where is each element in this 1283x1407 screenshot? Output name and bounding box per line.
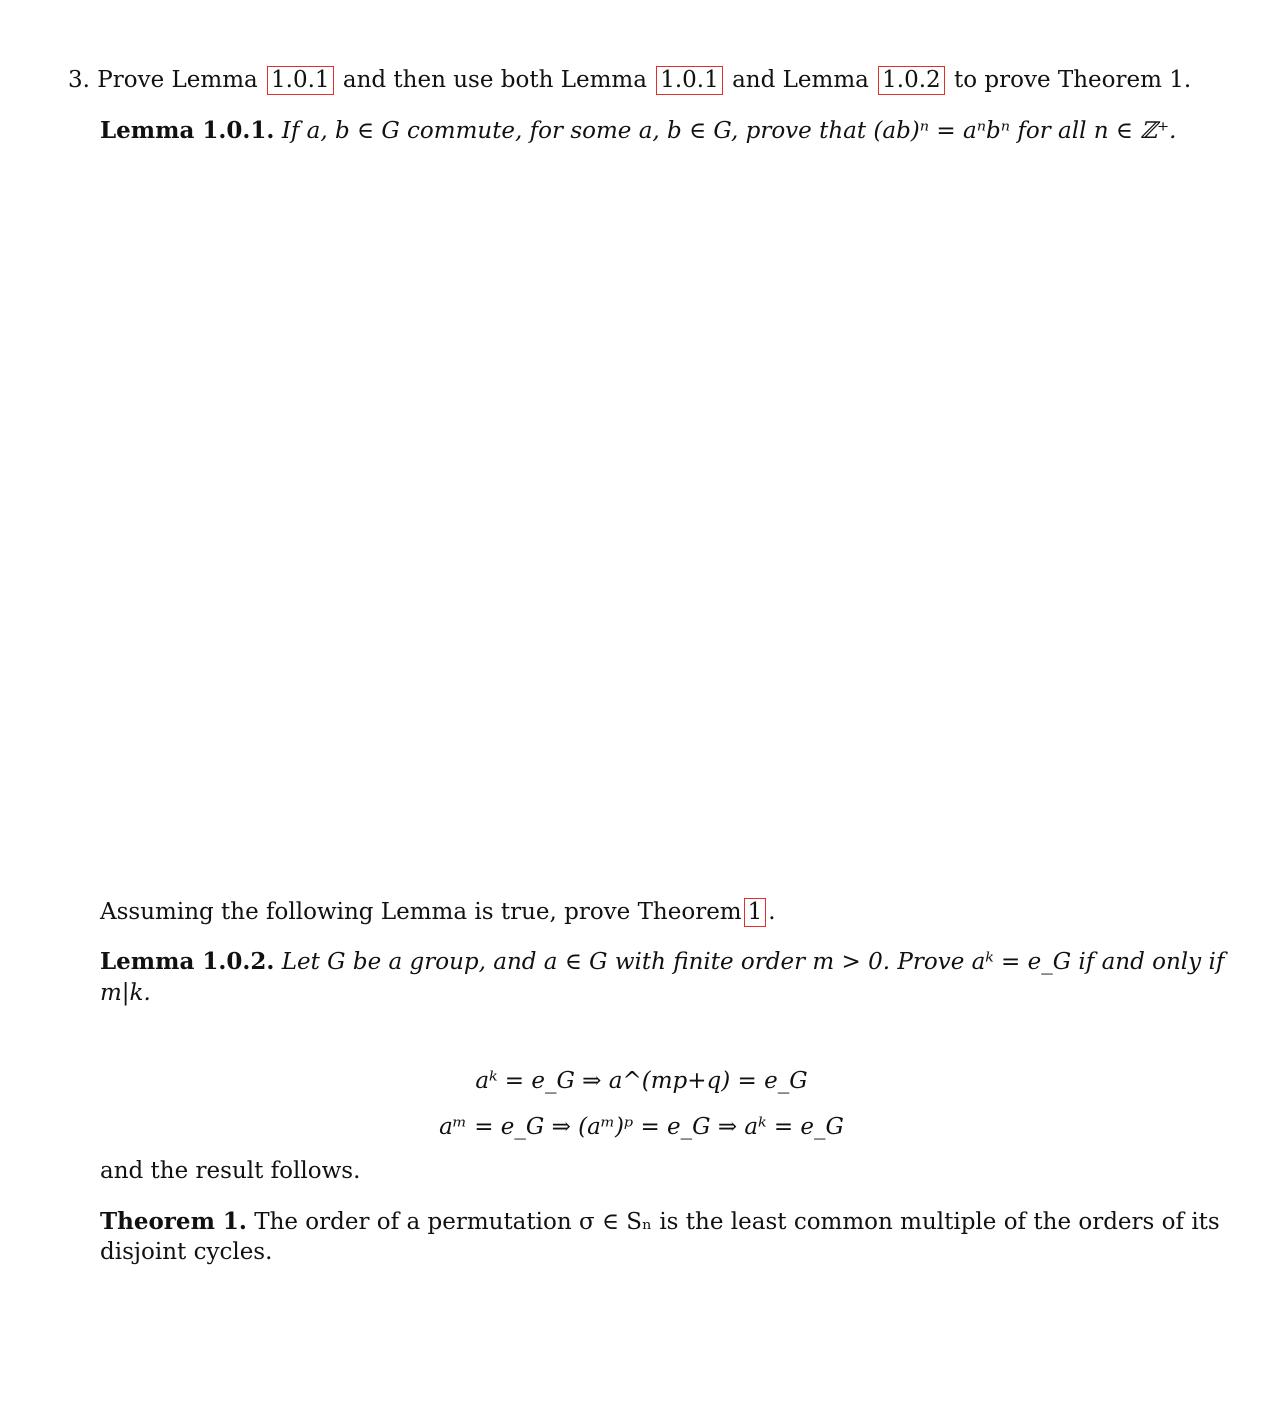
problem-item-3 [68,66,1191,95]
lemma-1-0-1-label: Lemma 1.0.1. [100,117,275,144]
theorem-1-label: Theorem 1. [100,1208,247,1235]
theorem-1-line2: disjoint cycles. [100,1239,273,1265]
assuming-text: Assuming the following Lemma is true, prove Theorem [100,899,742,925]
lemma-1-0-1-link-second[interactable]: 1.0.1 [656,66,723,95]
lemma-1-0-1 [100,117,1177,144]
lemma-1-0-2-line2: m|k. [100,980,151,1006]
item-middle-2: and Lemma [732,67,869,93]
lemma-1-0-1-link[interactable]: 1.0.1 [267,66,334,95]
conclusion-text: and the result follows. [100,1158,361,1184]
equation-1: aᵏ = e_G ⇒ a^(mp+q) = e_G [475,1068,808,1094]
lemma-1-0-2-link[interactable]: 1.0.2 [878,66,945,95]
item-middle: and then use both Lemma [342,67,647,93]
theorem-1-link[interactable]: 1 [744,898,767,927]
assuming-end: . [768,899,776,925]
lemma-1-0-2-line1: Let G be a group, and a ∈ G with finite order m > 0. Prove aᵏ = e_G if and only if [281,949,1225,975]
item-number: 3. [68,67,90,93]
equation-2: aᵐ = e_G ⇒ (aᵐ)ᵖ = e_G ⇒ aᵏ = e_G [439,1114,844,1140]
theorem-1 [100,1208,1220,1235]
theorem-1-line1: The order of a permutation σ ∈ Sₙ is the least common multiple of the orders of its [254,1209,1220,1235]
lemma-1-0-2-label: Lemma 1.0.2. [100,948,275,975]
lemma-1-0-1-statement: If a, b ∈ G commute, for some a, b ∈ G, prove that (ab)ⁿ = aⁿbⁿ for all n ∈ ℤ⁺. [281,118,1177,144]
item-prefix: Prove Lemma [97,67,258,93]
lemma-1-0-2 [100,948,1224,975]
item-suffix: to prove Theorem 1. [954,67,1192,93]
assuming-paragraph [100,898,776,927]
